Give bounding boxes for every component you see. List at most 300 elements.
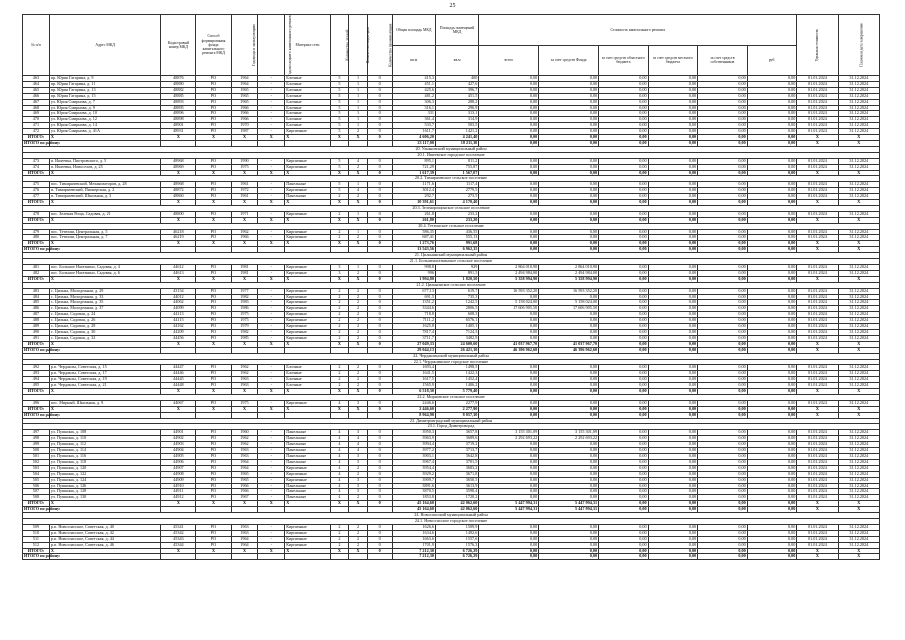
table-cell: 5 bbox=[330, 76, 349, 82]
table-cell: Блочные bbox=[285, 99, 330, 105]
table-cell: Панельные bbox=[285, 194, 330, 200]
table-cell: X bbox=[161, 170, 196, 176]
table-cell: 01.01.2024 bbox=[797, 448, 838, 454]
table-cell: 01.01.2024 bbox=[797, 477, 838, 483]
table-cell: 0,00 bbox=[539, 542, 599, 548]
table-cell: 0 bbox=[367, 211, 392, 217]
table-cell: 0 bbox=[367, 93, 392, 99]
table-cell: 6 726,29 bbox=[435, 548, 478, 554]
table-cell: X bbox=[349, 135, 368, 141]
table-cell: X bbox=[49, 548, 161, 554]
table-cell: 0,00 bbox=[539, 495, 599, 501]
table-cell: X bbox=[231, 217, 258, 223]
table-cell: 31.12.2024 bbox=[838, 158, 879, 164]
table-cell: 3642,8 bbox=[435, 454, 478, 460]
table-cell: 0,00 bbox=[698, 329, 748, 335]
table-cell: 2 bbox=[330, 229, 349, 235]
table-cell: 0,00 bbox=[648, 436, 698, 442]
table-cell: - bbox=[258, 465, 285, 471]
table-cell: 3 bbox=[330, 265, 349, 271]
table-cell: 2 494 984,00 bbox=[479, 270, 539, 276]
table-cell: 0,00 bbox=[479, 524, 539, 530]
header-residents: Количество проживающих bbox=[367, 15, 392, 76]
table-cell: 0,00 bbox=[698, 135, 748, 141]
table-cell: 0,00 bbox=[479, 312, 539, 318]
table-cell: 0,00 bbox=[747, 507, 797, 513]
table-cell: 0,00 bbox=[698, 483, 748, 489]
table-cell: 0,00 bbox=[599, 300, 649, 306]
table-cell: 0,00 bbox=[599, 318, 649, 324]
table-cell: 1972 bbox=[231, 188, 258, 194]
table-cell: 16 593 352,20 bbox=[539, 288, 599, 294]
table-cell: ул. Пушкина, д. 116 bbox=[49, 454, 161, 460]
table-cell: 3598,4 bbox=[435, 489, 478, 495]
table-cell: 31.12.2024 bbox=[838, 371, 879, 377]
table-cell: 0,00 bbox=[599, 554, 649, 560]
table-cell: X bbox=[330, 276, 349, 282]
table-cell: 0 bbox=[367, 335, 392, 341]
table-cell: 4 bbox=[349, 158, 368, 164]
table-cell: 0 bbox=[367, 241, 392, 247]
table-cell: 466 bbox=[23, 93, 50, 99]
table-cell: 1962 bbox=[231, 365, 258, 371]
table-cell: 45341 bbox=[161, 524, 196, 530]
table-cell: 0,00 bbox=[648, 294, 698, 300]
table-cell: 0,00 bbox=[599, 76, 649, 82]
table-cell: пос. Большое Нагаткино, Садовая, д. 4 bbox=[49, 265, 161, 271]
table-cell: 0 bbox=[367, 442, 392, 448]
table-cell: X bbox=[797, 200, 838, 206]
table-cell: 0,00 bbox=[747, 81, 797, 87]
table-cell: 0 bbox=[367, 365, 392, 371]
table-cell: - bbox=[258, 377, 285, 383]
header-repair-cost: Стоимость капитального ремонта bbox=[479, 15, 797, 46]
table-cell: 0 bbox=[367, 436, 392, 442]
table-cell: X bbox=[330, 200, 349, 206]
table-cell: 0,00 bbox=[698, 454, 748, 460]
table-cell: 0,00 bbox=[479, 548, 539, 554]
table-cell: 0,00 bbox=[698, 465, 748, 471]
table-cell: 0,00 bbox=[479, 211, 539, 217]
table-cell: 0,00 bbox=[479, 412, 539, 418]
table-cell: X bbox=[838, 412, 879, 418]
table-cell: 0,00 bbox=[747, 288, 797, 294]
table-cell: 586,35 bbox=[392, 229, 435, 235]
table-cell: X bbox=[285, 406, 330, 412]
table-cell: ул. Пушкина, д. 130 bbox=[49, 495, 161, 501]
table-cell: - bbox=[258, 400, 285, 406]
table-cell: 0 bbox=[367, 276, 392, 282]
table-cell: 492 bbox=[23, 365, 50, 371]
table-cell: 45343 bbox=[161, 536, 196, 542]
table-cell: 463 bbox=[23, 76, 50, 82]
table-cell: 4 bbox=[330, 471, 349, 477]
table-cell: 0,00 bbox=[747, 194, 797, 200]
table-cell: 465 bbox=[23, 87, 50, 93]
table-cell: 0,00 bbox=[479, 324, 539, 330]
table-cell: 1 bbox=[349, 93, 368, 99]
table-cell: 31.12.2024 bbox=[838, 318, 879, 324]
table-cell: 1964 bbox=[231, 81, 258, 87]
table-cell: X bbox=[797, 140, 838, 146]
table-cell: 6 518,30 bbox=[392, 389, 435, 395]
table-cell: ул. Пушкина, д. 126 bbox=[49, 483, 161, 489]
table-cell: 0,00 bbox=[599, 247, 649, 253]
table-cell: 0 bbox=[367, 489, 392, 495]
table-cell: 0,00 bbox=[599, 442, 649, 448]
table-cell: 0,00 bbox=[648, 170, 698, 176]
table-cell: 499 bbox=[23, 442, 50, 448]
table-cell: 1 bbox=[349, 99, 368, 105]
table-cell: 261,80 bbox=[392, 217, 435, 223]
table-cell: 0,00 bbox=[599, 329, 649, 335]
table-cell bbox=[161, 554, 196, 560]
table-cell: р.п. Чердаклы, Советская, д. 19 bbox=[49, 377, 161, 383]
table-cell: 0,00 bbox=[747, 436, 797, 442]
table-cell: РО bbox=[196, 211, 231, 217]
table-cell: X bbox=[231, 501, 258, 507]
table-cell: - bbox=[258, 324, 285, 330]
table-cell: 0,00 bbox=[747, 442, 797, 448]
table-cell: 0,00 bbox=[747, 341, 797, 347]
table-cell: 3 bbox=[349, 459, 368, 465]
table-cell: 0,00 bbox=[479, 81, 539, 87]
table-cell: 3903,1 bbox=[392, 454, 435, 460]
table-cell: 3482,9 bbox=[435, 335, 478, 341]
table-cell: 998,8 bbox=[392, 265, 435, 271]
table-cell: - bbox=[258, 117, 285, 123]
table-cell: 44901 bbox=[161, 430, 196, 436]
total-row bbox=[23, 554, 880, 560]
table-cell: 0,00 bbox=[539, 530, 599, 536]
table-cell: РО bbox=[196, 524, 231, 530]
table-cell: 0,00 bbox=[698, 229, 748, 235]
table-cell: 3 155 301,09 bbox=[479, 430, 539, 436]
table-cell: 1963 bbox=[231, 377, 258, 383]
table-cell: 44062 bbox=[161, 300, 196, 306]
table-cell: 490 bbox=[23, 329, 50, 335]
table-cell: 0,00 bbox=[648, 335, 698, 341]
table-cell: 0 bbox=[367, 454, 392, 460]
page-number: 25 bbox=[449, 3, 456, 9]
table-cell: 8 057,30 bbox=[435, 412, 478, 418]
table-cell: Кирпичные bbox=[285, 465, 330, 471]
table-cell: X bbox=[196, 200, 231, 206]
table-cell: 1634,6 bbox=[392, 530, 435, 536]
table-cell: 0,00 bbox=[479, 335, 539, 341]
table-cell: 31.12.2024 bbox=[838, 211, 879, 217]
table-cell: Кирпичные bbox=[285, 265, 330, 271]
table-cell: 31.12.2024 bbox=[838, 324, 879, 330]
table-cell: 0,00 bbox=[539, 81, 599, 87]
table-cell: 01.01.2024 bbox=[797, 454, 838, 460]
table-cell: X bbox=[258, 341, 285, 347]
table-cell: р.п. Чердаклы, Советская, д. 17 bbox=[49, 371, 161, 377]
table-cell: пр. Юрия Гагарина, д. 15 bbox=[49, 93, 161, 99]
table-cell: 500 bbox=[23, 448, 50, 454]
table-cell: ИТОГО: bbox=[23, 389, 50, 395]
table-cell: 306,3 bbox=[392, 99, 435, 105]
table-cell: 31.12.2024 bbox=[838, 194, 879, 200]
table-cell: 2 bbox=[330, 530, 349, 536]
table-cell: 476 bbox=[23, 188, 50, 194]
table-cell: 0,00 bbox=[479, 365, 539, 371]
table-cell: X bbox=[231, 548, 258, 554]
table-cell: Панельные bbox=[285, 436, 330, 442]
table-cell: 0,00 bbox=[698, 495, 748, 501]
table-cell: 0,00 bbox=[599, 229, 649, 235]
table-cell: 0,00 bbox=[747, 129, 797, 135]
table-cell: 0 bbox=[367, 270, 392, 276]
table-cell: 1981 bbox=[231, 265, 258, 271]
table-cell: 41 037 967,70 bbox=[479, 341, 539, 347]
table-cell: 0,00 bbox=[648, 276, 698, 282]
table-cell: РО bbox=[196, 312, 231, 318]
table-cell: 4 606,20 bbox=[392, 135, 435, 141]
table-cell: X bbox=[49, 341, 161, 347]
table-cell: 0,00 bbox=[599, 140, 649, 146]
table-cell: 1 617,39 bbox=[392, 170, 435, 176]
table-cell: Панельные bbox=[285, 495, 330, 501]
table-cell: Панельные bbox=[285, 483, 330, 489]
table-cell bbox=[231, 554, 258, 560]
table-cell: 1975 bbox=[231, 312, 258, 318]
table-cell: Блочные bbox=[285, 105, 330, 111]
table-cell: 4 bbox=[330, 454, 349, 460]
table-cell: 0,00 bbox=[747, 501, 797, 507]
table-cell: 0,00 bbox=[599, 117, 649, 123]
table-cell: 01.01.2024 bbox=[797, 459, 838, 465]
table-cell: 1 bbox=[349, 105, 368, 111]
table-cell: 0,00 bbox=[648, 76, 698, 82]
table-cell: 0 bbox=[367, 318, 392, 324]
header-cost-regional: за счет средств областного бюджета bbox=[599, 45, 649, 76]
table-cell: 0,00 bbox=[539, 217, 599, 223]
table-cell: 0,00 bbox=[747, 211, 797, 217]
table-cell: 2 bbox=[349, 329, 368, 335]
table-cell: 31.12.2024 bbox=[838, 448, 879, 454]
table-cell: 0,00 bbox=[648, 87, 698, 93]
table-cell: - bbox=[258, 329, 285, 335]
table-cell: р.п. Чердаклы, Советская, д. 21 bbox=[49, 383, 161, 389]
table-cell: 0,00 bbox=[648, 483, 698, 489]
table-cell: 1965 bbox=[231, 471, 258, 477]
table-cell: п. Тимирязевский, Пионерская, д. 2 bbox=[49, 188, 161, 194]
table-cell: 0,00 bbox=[698, 247, 748, 253]
table-cell: X bbox=[838, 406, 879, 412]
table-cell: X bbox=[196, 217, 231, 223]
table-cell: 0,00 bbox=[539, 312, 599, 318]
table-cell: 0,00 bbox=[479, 329, 539, 335]
table-cell: 5 bbox=[330, 111, 349, 117]
table-cell: 0,00 bbox=[539, 211, 599, 217]
table-cell: 0,00 bbox=[599, 454, 649, 460]
table-cell: 0,00 bbox=[747, 377, 797, 383]
table-cell: 0,00 bbox=[648, 188, 698, 194]
table-cell: Панельные bbox=[285, 182, 330, 188]
table-cell: X bbox=[797, 548, 838, 554]
table-cell: ИТОГО по району: bbox=[24, 506, 61, 512]
table-cell: 503 bbox=[23, 465, 50, 471]
table-cell: Кирпичные bbox=[285, 188, 330, 194]
table-cell: 0 bbox=[367, 229, 392, 235]
table-cell: 31.12.2024 bbox=[838, 442, 879, 448]
table-cell: 4 bbox=[330, 483, 349, 489]
table-cell: 0,00 bbox=[698, 158, 748, 164]
table-cell: 0,00 bbox=[539, 454, 599, 460]
table-cell: - bbox=[258, 300, 285, 306]
table-cell: 01.01.2024 bbox=[797, 335, 838, 341]
table-cell: 0,00 bbox=[698, 389, 748, 395]
table-cell: Кирпичные bbox=[285, 400, 330, 406]
table-cell: 31.12.2024 bbox=[838, 182, 879, 188]
table-cell: 48896 bbox=[161, 111, 196, 117]
table-cell: 0,00 bbox=[599, 99, 649, 105]
table-cell: 0,00 bbox=[539, 123, 599, 129]
table-cell: 0,00 bbox=[648, 536, 698, 542]
table-cell: 0,00 bbox=[599, 276, 649, 282]
table-cell: 509 bbox=[23, 524, 50, 530]
table-cell: РО bbox=[196, 530, 231, 536]
table-cell: 2446,6 bbox=[392, 400, 435, 406]
table-cell: 2 bbox=[349, 300, 368, 306]
table-cell: 5 358 994,90 bbox=[539, 276, 599, 282]
table-cell: с. Цильна, Садовая, д. 28 bbox=[49, 324, 161, 330]
table-cell: 3954,4 bbox=[392, 465, 435, 471]
table-cell: X bbox=[838, 241, 879, 247]
table-cell: 0,00 bbox=[747, 140, 797, 146]
table-cell: 0 bbox=[367, 87, 392, 93]
table-cell: 0,00 bbox=[698, 288, 748, 294]
table-cell: 0 bbox=[367, 383, 392, 389]
header-entrances: Количество подъездов bbox=[349, 15, 368, 76]
table-cell: 0,00 bbox=[479, 530, 539, 536]
table-cell: 0,00 bbox=[479, 442, 539, 448]
table-cell: 01.01.2024 bbox=[797, 495, 838, 501]
table-cell: X bbox=[797, 406, 838, 412]
table-cell: 44012 bbox=[161, 294, 196, 300]
table-cell: 0,00 bbox=[539, 194, 599, 200]
table-cell: X bbox=[797, 347, 838, 353]
table-cell: 0,00 bbox=[648, 123, 698, 129]
table-cell: ИТОГО по району: bbox=[24, 139, 61, 145]
table-cell: 31.12.2024 bbox=[838, 117, 879, 123]
table-cell: РО bbox=[196, 300, 231, 306]
header-floors: Количество этажей bbox=[330, 15, 349, 76]
table-cell: 1990 bbox=[231, 158, 258, 164]
table-cell: 44612 bbox=[161, 265, 196, 271]
table-cell: 01.01.2024 bbox=[797, 123, 838, 129]
table-cell: 1975 bbox=[231, 164, 258, 170]
table-cell: 0,00 bbox=[479, 247, 539, 253]
table-cell: 4 bbox=[330, 442, 349, 448]
table-cell: 31.12.2024 bbox=[838, 495, 879, 501]
table-cell: 488 bbox=[23, 318, 50, 324]
table-cell: 0,00 bbox=[539, 105, 599, 111]
table-cell: 1962 bbox=[231, 371, 258, 377]
table-cell: 477 bbox=[23, 194, 50, 200]
table-cell: 0,00 bbox=[698, 335, 748, 341]
table-cell: 3950,3 bbox=[392, 430, 435, 436]
header-cost-fund: за счет средств Фонда bbox=[539, 45, 599, 76]
section-title: 23.1. Город Димитровград bbox=[23, 424, 880, 430]
table-cell: 31.12.2024 bbox=[838, 530, 879, 536]
table-cell: 718,8 bbox=[392, 312, 435, 318]
table-cell: 5 bbox=[330, 158, 349, 164]
table-cell: - bbox=[258, 335, 285, 341]
table-cell: 31.12.2024 bbox=[838, 377, 879, 383]
table-cell: 0,00 bbox=[539, 335, 599, 341]
table-cell: Кирпичные bbox=[285, 335, 330, 341]
table-cell: 497 bbox=[23, 430, 50, 436]
table-cell: 0,00 bbox=[747, 371, 797, 377]
section-title: 22. Чердаклинский муниципальный район bbox=[23, 353, 880, 359]
table-cell: 0 bbox=[367, 548, 392, 554]
table-cell: 0,00 bbox=[698, 554, 748, 560]
table-cell: 0,00 bbox=[539, 164, 599, 170]
table-cell: 0,00 bbox=[648, 471, 698, 477]
table-cell: 1964 bbox=[231, 536, 258, 542]
table-cell: 0,00 bbox=[698, 182, 748, 188]
table-cell: Кирпичные bbox=[285, 129, 330, 135]
table-cell: X bbox=[838, 217, 879, 223]
table-cell: 3711,7 bbox=[392, 335, 435, 341]
table-cell: 0,00 bbox=[648, 93, 698, 99]
table-cell: 31.12.2024 bbox=[838, 306, 879, 312]
table-cell: 6576,1 bbox=[435, 318, 478, 324]
table-cell: 2 bbox=[330, 211, 349, 217]
table-cell: РО bbox=[196, 164, 231, 170]
table-cell: с. Цильна, Садовая, д. 32 bbox=[49, 335, 161, 341]
table-cell: 46218 bbox=[161, 229, 196, 235]
table-cell: 48901 bbox=[161, 123, 196, 129]
table-cell: 44910 bbox=[161, 483, 196, 489]
table-cell: 0,00 bbox=[698, 530, 748, 536]
table-cell: 480 bbox=[23, 235, 50, 241]
table-cell: 0,00 bbox=[648, 99, 698, 105]
table-cell: 0,00 bbox=[599, 459, 649, 465]
table-cell: 17 606 905,50 bbox=[539, 306, 599, 312]
table-cell: 31.12.2024 bbox=[838, 459, 879, 465]
table-cell: 0,00 bbox=[539, 442, 599, 448]
table-cell: 0,00 bbox=[539, 158, 599, 164]
table-cell: 467 bbox=[23, 99, 50, 105]
table-cell: - bbox=[258, 211, 285, 217]
table-cell: 0,00 bbox=[747, 117, 797, 123]
table-cell: - bbox=[258, 454, 285, 460]
table-cell: 0,00 bbox=[539, 554, 599, 560]
table-cell bbox=[285, 554, 330, 560]
table-cell: X bbox=[330, 341, 349, 347]
table-cell: 0,00 bbox=[479, 241, 539, 247]
table-cell: 0,00 bbox=[747, 465, 797, 471]
table-cell: 0 bbox=[367, 400, 392, 406]
table-cell: 1626,6 bbox=[392, 524, 435, 530]
table-cell: - bbox=[258, 312, 285, 318]
table-cell: X bbox=[838, 170, 879, 176]
section-title: 20.3. Зеленорощинское сельское поселение bbox=[23, 205, 880, 211]
header-cost-local: за счет средств местного бюджета bbox=[648, 45, 698, 76]
table-cell: X bbox=[49, 135, 161, 141]
table-cell: 5 bbox=[330, 105, 349, 111]
table-cell: 2 bbox=[349, 194, 368, 200]
table-cell: 0 bbox=[367, 182, 392, 188]
table-cell: 1983 bbox=[231, 300, 258, 306]
table-cell: X bbox=[196, 406, 231, 412]
table-cell: 17 606 905,50 bbox=[479, 306, 539, 312]
table-cell: 1964 bbox=[231, 542, 258, 548]
table-cell: 3719,2 bbox=[435, 442, 478, 448]
